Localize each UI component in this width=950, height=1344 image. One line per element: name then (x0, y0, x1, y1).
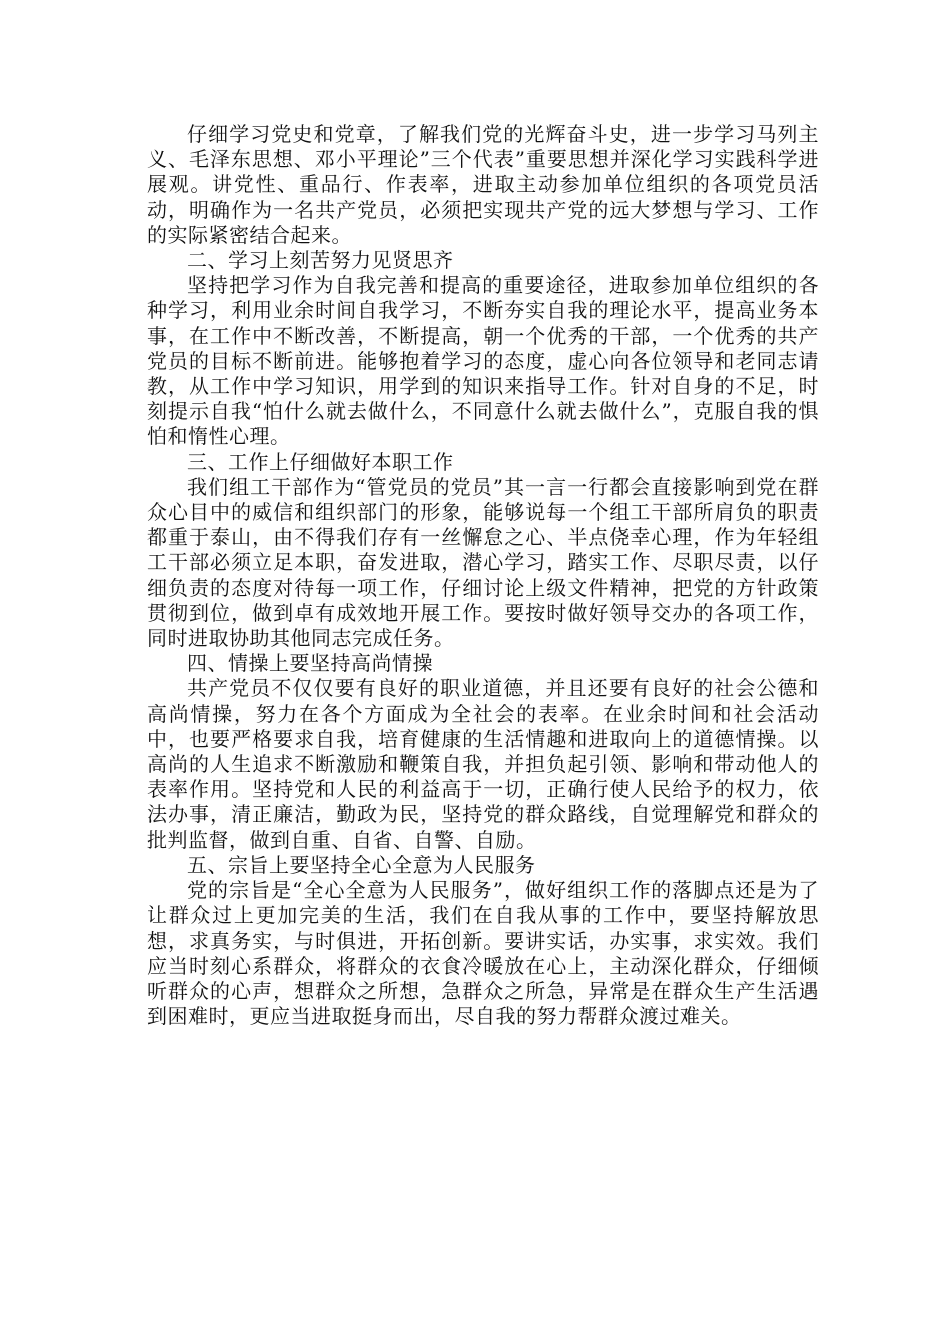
document-body (147, 122, 819, 1029)
section-heading-purpose: 五、宗旨上要坚持全心全意为人民服务 (187, 852, 536, 877)
section-heading-work: 三、工作上仔细做好本职工作 (187, 449, 454, 474)
paragraph-purpose: 党的宗旨是“全心全意为人民服务”，做好组织工作的落脚点还是为了让群众过上更加完美的生活，我们在自我从事的工作中，要坚持解放思想，求真务实，与时俱进，开拓创新。要讲实话，办实事，求实效。我们应当时刻心系群众，将群众的衣食冷暖放在心上，主动深化群众，仔细倾听群众的心声，想群众之所想，急群众之所急，异常是在群众生产生活遇到困难时，更应当进取挺身而出，尽自我的努力帮群众渡过难关。 (147, 878, 819, 1029)
paragraph-morals: 共产党员不仅仅要有良好的职业道德，并且还要有良好的社会公德和高尚情操，努力在各个方面成为全社会的表率。在业余时间和社会活动中，也要严格要求自我，培育健康的生活情趣和进取向上的道德情操。以高尚的人生追求不断激励和鞭策自我，并担负起引领、影响和带动他人的表率作用。坚持党和人民的利益高于一切，正确行使人民给予的权力，依法办事，清正廉洁，勤政为民，坚持党的群众路线，自觉理解党和群众的批判监督，做到自重、自省、自警、自励。 (147, 676, 819, 852)
section-heading-morals: 四、情操上要坚持高尚情操 (187, 651, 433, 676)
paragraph-work: 我们组工干部作为“管党员的党员”其一言一行都会直接影响到党在群众心目中的威信和组织部门的形象，能够说每一个组工干部所肩负的职责都重于泰山，由不得我们存有一丝懈怠之心、半点侥幸心理，作为年轻组工干部必须立足本职，奋发进取，潜心学习，踏实工作、尽职尽责，以仔细负责的态度对待每一项工作，仔细讨论上级文件精神，把党的方针政策贯彻到位，做到卓有成效地开展工作。要按时做好领导交办的各项工作，同时进取协助其他同志完成任务。 (147, 474, 819, 651)
paragraph-study: 坚持把学习作为自我完善和提高的重要途径，进取参加单位组织的各种学习，利用业余时间自我学习，不断夯实自我的理论水平，提高业务本事，在工作中不断改善，不断提高，朝一个优秀的干部，一个优秀的共产党员的目标不断前进。能够抱着学习的态度，虚心向各位领导和老同志请教，从工作中学习知识，用学到的知识来指导工作。针对自身的不足，时刻提示自我“怕什么就去做什么，不同意什么就去做什么”，克服自我的惧怕和惰性心理。 (147, 273, 819, 449)
paragraph-party-history: 仔细学习党史和党章，了解我们党的光辉奋斗史，进一步学习马列主义、毛泽东思想、邓小平理论”三个代表”重要思想并深化学习实践科学进展观。讲党性、重品行、作表率，进取主动参加单位组织的各项党员活动，明确作为一名共产党员，必须把实现共产党的远大梦想与学习、工作的实际紧密结合起来。 (147, 122, 819, 247)
section-heading-study: 二、学习上刻苦努力见贤思齐 (187, 248, 454, 273)
